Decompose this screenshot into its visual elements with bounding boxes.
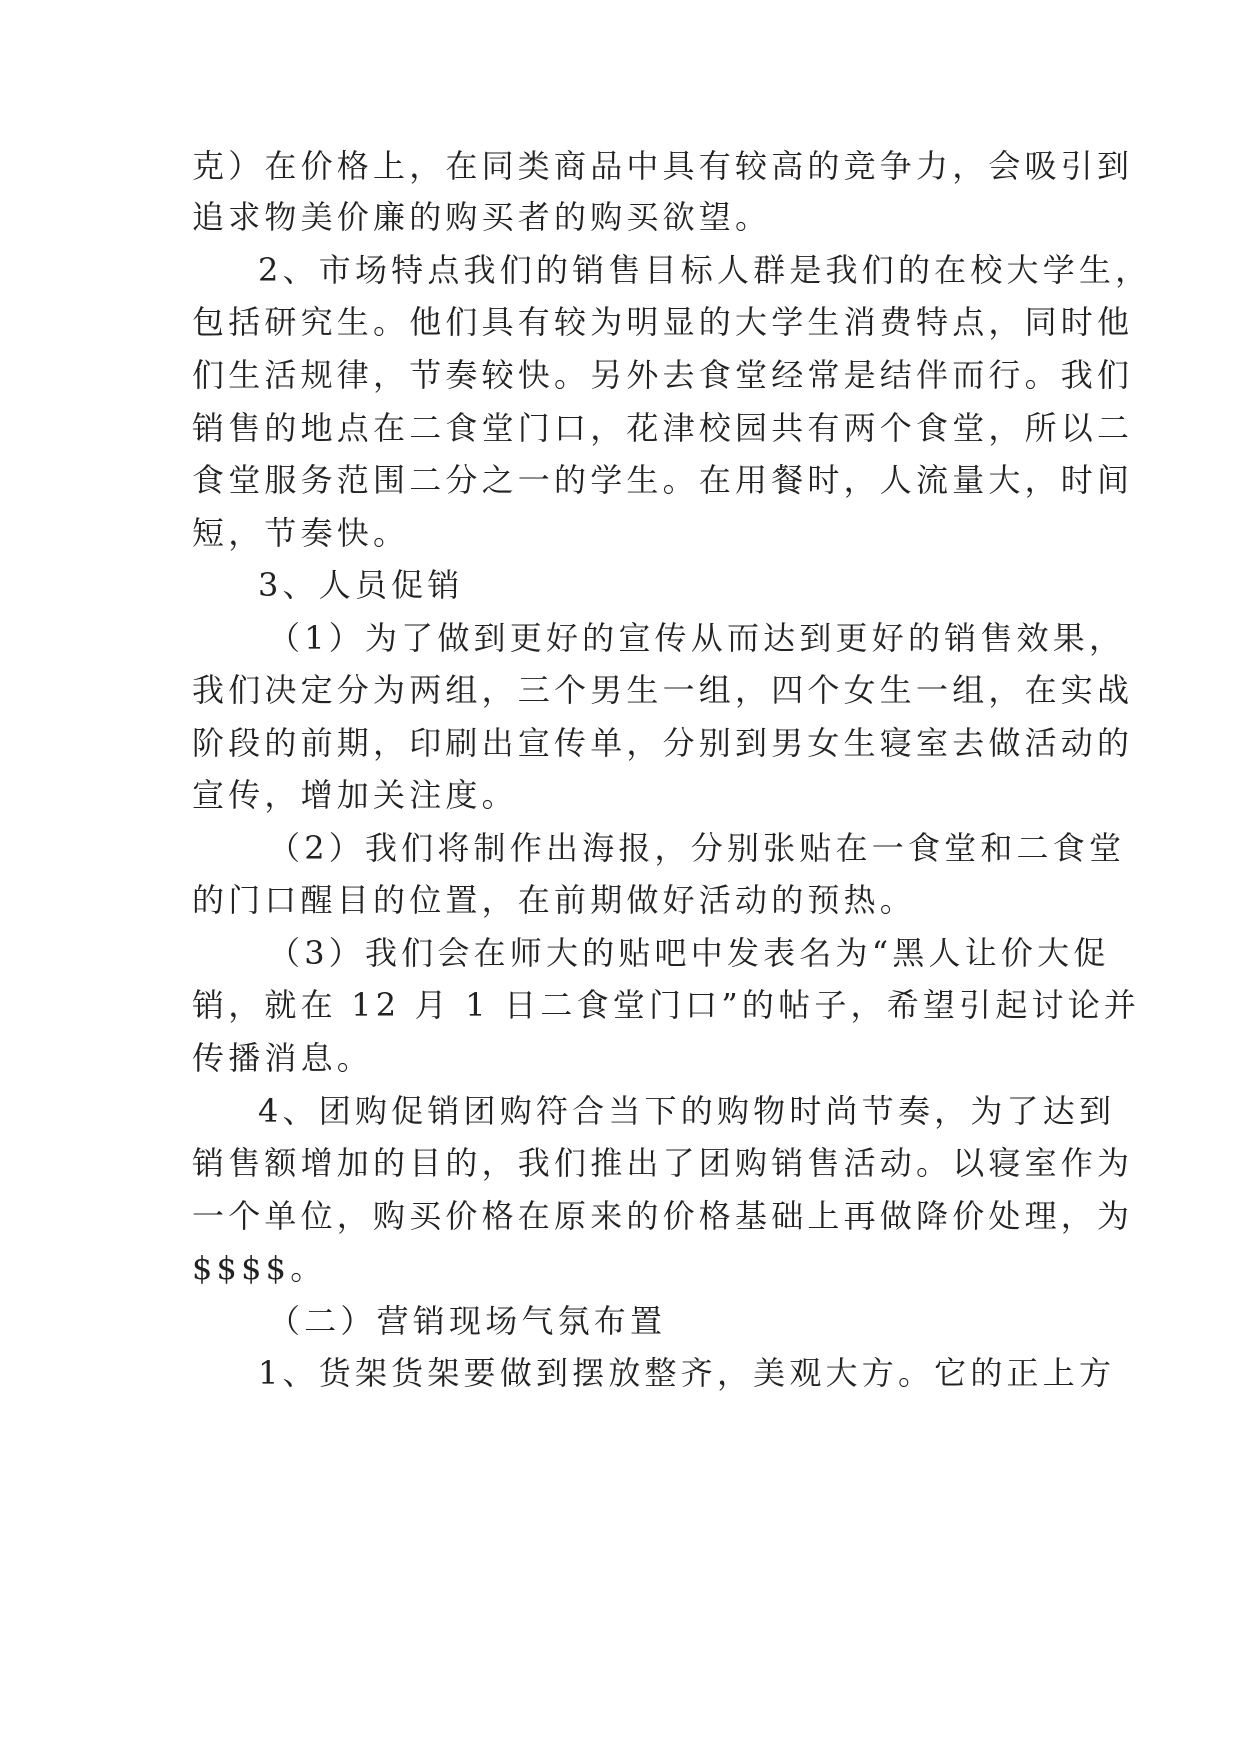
text-line: 销售额增加的目的，我们推出了团购销售活动。以寝室作为: [192, 1144, 1134, 1182]
text-line: 食堂服务范围二分之一的学生。在用餐时，人流量大，时间: [192, 461, 1134, 499]
text-line: 销，就在 12 月 1 日二食堂门口”的帖子，希望引起讨论并: [192, 986, 1141, 1024]
text-line: 阶段的前期，印刷出宣传单，分别到男女生寝室去做活动的: [192, 724, 1134, 762]
text-line: 包括研究生。他们具有较为明显的大学生消费特点，同时他: [192, 303, 1134, 341]
text-line: 4、团购促销团购符合当下的购物时尚节奏，为了达到: [258, 1092, 1116, 1130]
text-line: 传播消息。: [192, 1039, 374, 1077]
text-line: $$$$。: [192, 1249, 327, 1287]
text-line: 宣传，增加关注度。: [192, 776, 518, 814]
text-line: 一个单位，购买价格在原来的价格基础上再做降价处理，为: [192, 1197, 1134, 1235]
text-line: （2）我们将制作出海报，分别张贴在一食堂和二食堂: [268, 829, 1126, 867]
text-line: （3）我们会在师大的贴吧中发表名为“黑人让价大促: [268, 934, 1110, 972]
text-line: 们生活规律，节奏较快。另外去食堂经常是结伴而行。我们: [192, 356, 1134, 394]
text-line: 追求物美价廉的购买者的购买欲望。: [192, 198, 772, 236]
text-line: 的门口醒目的位置，在前期做好活动的预热。: [192, 881, 917, 919]
text-line: 2、市场特点我们的销售目标人群是我们的在校大学生，: [258, 251, 1152, 289]
text-line: 1、货架货架要做到摆放整齐，美观大方。它的正上方: [258, 1354, 1116, 1392]
text-line: （1）为了做到更好的宣传从而达到更好的销售效果，: [268, 619, 1126, 657]
section-heading: （二）营销现场气氛布置: [268, 1302, 667, 1340]
text-line: 克）在价格上，在同类商品中具有较高的竞争力，会吸引到: [192, 147, 1134, 185]
text-line: 销售的地点在二食堂门口，花津校园共有两个食堂，所以二: [192, 409, 1134, 447]
section-heading: 3、人员促销: [258, 566, 464, 604]
text-line: 我们决定分为两组，三个男生一组，四个女生一组，在实战: [192, 671, 1134, 709]
text-line: 短，节奏快。: [192, 514, 410, 552]
